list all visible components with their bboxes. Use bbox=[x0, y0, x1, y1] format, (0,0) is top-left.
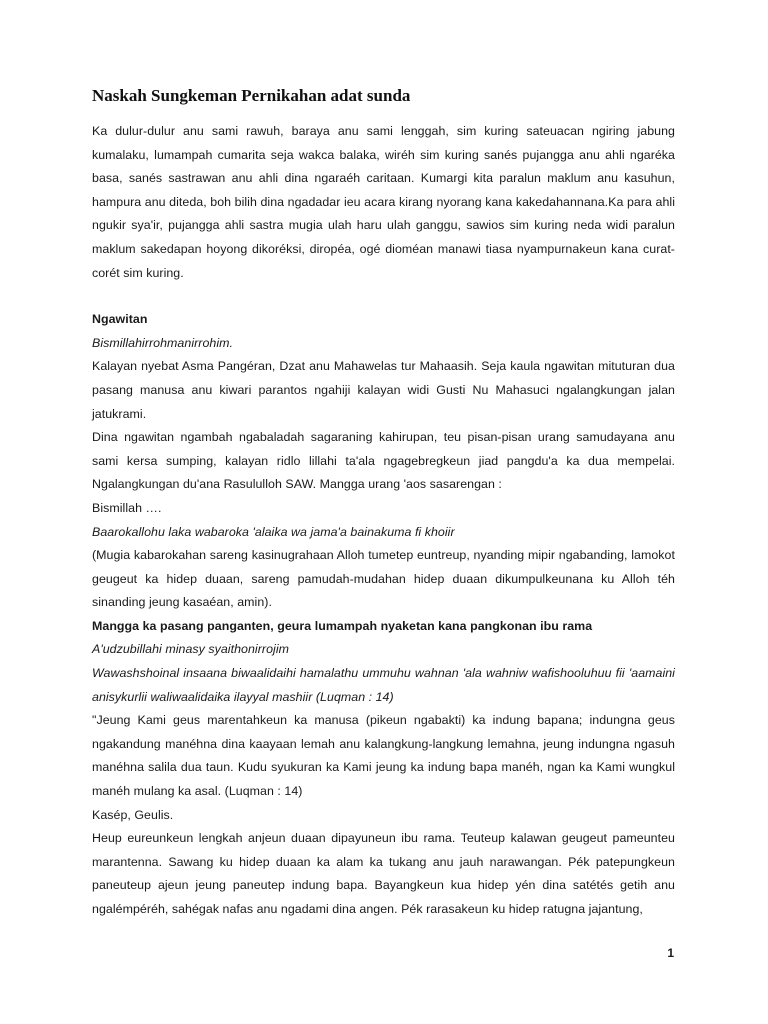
ayat-translation: "Jeung Kami geus marentahkeun ka manusa (pikeun ngabakti) ka indung bapana; indungna geus ngakandung manéhna dina kaayaan lemah anu kalangkung-langkung lemahna, jeung indungna ngasuh manéhna salila dua taun. Kudu syukuran ka Kami jeung ka indung bapa manéh, ngan ka Kami wungkul manéh mulang ka asal. (Luqman : 14) bbox=[92, 713, 675, 799]
page-number: 1 bbox=[667, 946, 674, 960]
kasep-geulis: Kasép, Geulis. bbox=[92, 807, 174, 822]
document-title: Naskah Sungkeman Pernikahan adat sunda bbox=[92, 86, 411, 105]
bismillah-short: Bismillah …. bbox=[92, 500, 162, 515]
bismillah-line: Bismillahirrohmanirrohim. bbox=[92, 335, 234, 350]
section-heading-ngawitan: Ngawitan bbox=[92, 312, 148, 327]
paragraph-kalayan: Kalayan nyebat Asma Pangéran, Dzat anu Mahawelas tur Mahaasih. Seja kaula ngawitan mituturan dua pasang manusa anu kiwari parantos ngahiji kalayan widi Gusti Nu Mahasuci ngalangkungan jalan jatukrami. bbox=[92, 359, 675, 421]
ayat-luqman: Wawashshoinal insaana biwaalidaihi hamalathu ummuhu wahnan 'ala wahniw wafishooluhuu fii 'aamaini anisykurlii waliwaalidaika ilayyal mashiir (Luqman : 14) bbox=[92, 666, 675, 704]
doa-translation: (Mugia kabarokahan sareng kasinugrahaan Alloh tumetep euntreup, nyanding mipir ngabanding, lamokot geugeut ka hidep duaan, sareng pamudah-mudahan hidep duaan dikumpulkeunana ku Alloh téh sinanding jeung kasaéan, amin). bbox=[92, 548, 675, 610]
paragraph-heup: Heup eureunkeun lengkah anjeun duaan dipayuneun ibu rama. Teuteup kalawan geugeut pameunteu marantenna. Sawang ku hidep duaan ka alam ka tukang anu jauh narawangan. Pék patepungkeun paneuteup ajeun jeung paneutep indung bapa. Bayangkeun kua hidep yén dina satétés getih anu ngalémpéréh, sahégak nafas anu ngadami dina angen. Pék rarasakeun ku hidep ratugna jajantung, bbox=[92, 831, 675, 916]
audzubillah-line: A'udzubillahi minasy syaithonirrojim bbox=[92, 642, 289, 657]
section-heading-mangga: Mangga ka pasang panganten, geura lumampah nyaketan kana pangkonan ibu rama bbox=[92, 618, 593, 633]
doa-arabic: Baarokallohu laka wabaroka 'alaika wa jama'a bainakuma fi khoiir bbox=[92, 524, 455, 539]
spacer bbox=[92, 285, 675, 308]
intro-paragraph: Ka dulur-dulur anu sami rawuh, baraya anu sami lenggah, sim kuring sateuacan ngiring jabung kumalaku, lumampah cumarita seja wakca balaka, wiréh sim kuring sanés pujangga anu ahli ngaréka basa, sanés sastrawan anu ahli dina ngaraéh caritaan. Kumargi kita paralun maklum anu kasuhun, hampura anu diteda, boh bilih dina ngadadar ieu acara kirang nyorang kana kakedahannana.Ka para ahli ngukir sya'ir, pujangga ahli sastra mugia ulah haru ulah ganggu, sawios sim kuring neda widi paralun maklum sakedapan hoyong dikoréksi, diropéa, ogé dioméan manawi tiasa nyampurnakeun kana curat-corét sim kuring. bbox=[92, 124, 675, 280]
paragraph-dina: Dina ngawitan ngambah ngabaladah sagaraning kahirupan, teu pisan-pisan urang samudayana anu sami kersa sumping, kalayan ridlo lillahi ta'ala ngagebregkeun jiad pangdu'a ka dua mempelai. Ngalangkungan du'ana Rasululloh SAW. Mangga urang 'aos sasarengan : bbox=[92, 430, 675, 492]
